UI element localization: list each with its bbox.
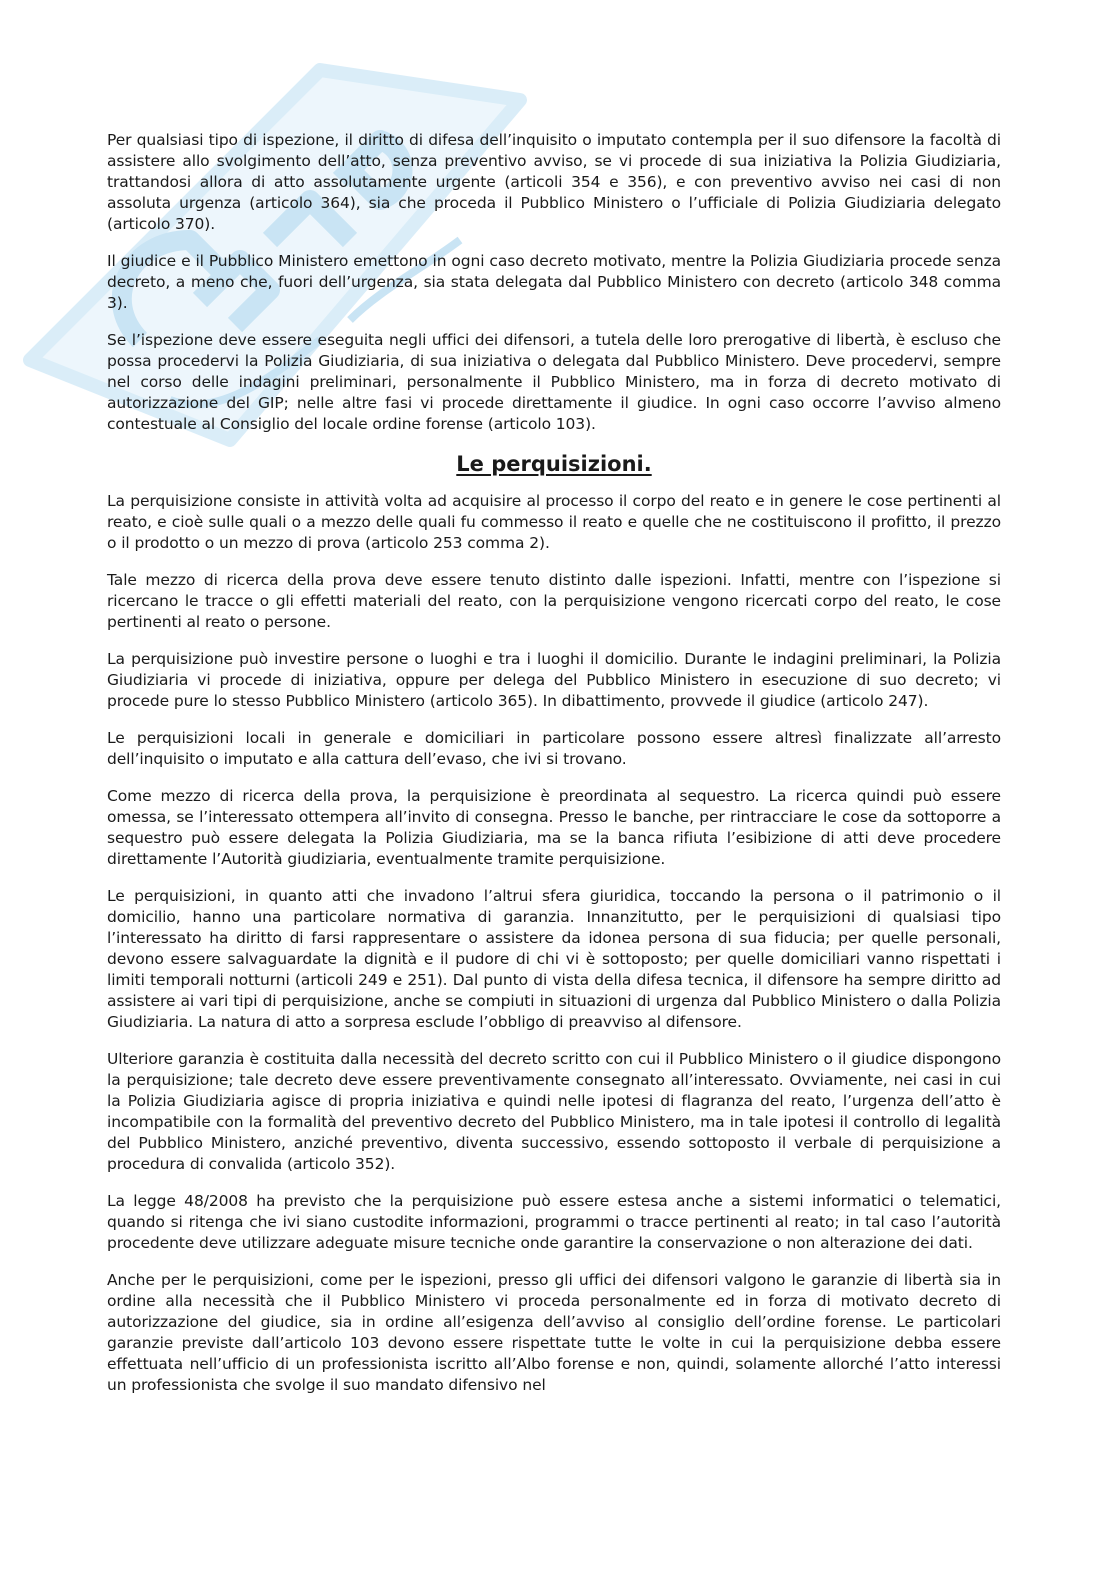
section-title: Le perquisizioni. bbox=[456, 452, 652, 476]
paragraph: Per qualsiasi tipo di ispezione, il diritto di difesa dell’inquisito o imputato contempla per il suo difensore la facoltà di assistere allo svolgimento dell’atto, senza preventivo avviso, se vi procede di sua iniziativa la Polizia Giudiziaria, trattandosi allora di atto assolutamente urgente (articoli 354 e 356), e con preventivo avviso nei casi di non assoluta urgenza (articolo 364), sia che proceda il Pubblico Ministero o l’ufficiale di Polizia Giudiziaria delegato (articolo 370). bbox=[107, 131, 1001, 233]
document-page bbox=[107, 130, 1001, 1412]
paragraph: Anche per le perquisizioni, come per le ispezioni, presso gli uffici dei difensori valgono le garanzie di libertà sia in ordine alla necessità che il Pubblico Ministero vi proceda personalmente ed in forza di motivato decreto di autorizzazione del giudice, sia in ordine all’esigenza dell’avviso al consiglio dell’ordine forense. Le particolari garanzie previste dall’articolo 103 devono essere rispettate tutte le volte in cui la perquisizione debba essere effettuata nell’ufficio di un professionista iscritto all’Albo forense e non, quindi, solamente allorché l’atto interessi un professionista che svolge il suo mandato difensivo nel bbox=[107, 1271, 1001, 1394]
paragraph: Il giudice e il Pubblico Ministero emettono in ogni caso decreto motivato, mentre la Polizia Giudiziaria procede senza decreto, a meno che, fuori dell’urgenza, sia stata delegata dal Pubblico Ministero con decreto (articolo 348 comma 3). bbox=[107, 252, 1001, 312]
paragraph: La perquisizione può investire persone o luoghi e tra i luoghi il domicilio. Durante le indagini preliminari, la Polizia Giudiziaria vi procede di iniziativa, oppure per delega del Pubblico Ministero in esecuzione di suo decreto; vi procede pure lo stesso Pubblico Ministero (articolo 365). In dibattimento, provvede il giudice (articolo 247). bbox=[107, 650, 1001, 710]
paragraph: Tale mezzo di ricerca della prova deve essere tenuto distinto dalle ispezioni. Infatti, mentre con l’ispezione si ricercano le tracce o gli effetti materiali del reato, con la perquisizione vengono ricercati corpo del reato, le cose pertinenti al reato o persone. bbox=[107, 571, 1001, 631]
paragraph: Se l’ispezione deve essere eseguita negli uffici dei difensori, a tutela delle loro prerogative di libertà, è escluso che possa procedervi la Polizia Giudiziaria, di sua iniziativa o delegata dal Pubblico Ministero. Deve procedervi, sempre nel corso delle indagini preliminari, personalmente il Pubblico Ministero, ma in forza di decreto motivato di autorizzazione del GIP; nelle altre fasi vi procede direttamente il giudice. In ogni caso occorre l’avviso almeno contestuale al Consiglio del locale ordine forense (articolo 103). bbox=[107, 331, 1001, 433]
paragraph: La legge 48/2008 ha previsto che la perquisizione può essere estesa anche a sistemi informatici o telematici, quando si ritenga che ivi siano custodite informazioni, programmi o tracce pertinenti al reato; in tal caso l’autorità procedente deve utilizzare adeguate misure tecniche onde garantire la conservazione o non alterazione dei dati. bbox=[107, 1192, 1001, 1252]
paragraph: La perquisizione consiste in attività volta ad acquisire al processo il corpo del reato e in genere le cose pertinenti al reato, e cioè sulle quali o a mezzo delle quali fu commesso il reato e quelle che ne costituiscono il profitto, il prezzo o il prodotto o un mezzo di prova (articolo 253 comma 2). bbox=[107, 492, 1001, 552]
paragraph: Le perquisizioni locali in generale e domiciliari in particolare possono essere altresì finalizzate all’arresto dell’inquisito o imputato e alla cattura dell’evaso, che ivi si trovano. bbox=[107, 729, 1001, 768]
paragraph: Ulteriore garanzia è costituita dalla necessità del decreto scritto con cui il Pubblico Ministero o il giudice dispongono la perquisizione; tale decreto deve essere preventivamente consegnato all’interessato. Ovviamente, nei casi in cui la Polizia Giudiziaria agisce di propria iniziativa e quindi nelle ipotesi di flagranza del reato, l’urgenza dell’atto è incompatibile con la formalità del preventivo decreto del Pubblico Ministero, ma in tale ipotesi il controllo di legalità del Pubblico Ministero, anziché preventivo, diventa successivo, essendo sottoposto il verbale di perquisizione a procedura di convalida (articolo 352). bbox=[107, 1050, 1001, 1173]
paragraph: Le perquisizioni, in quanto atti che invadono l’altrui sfera giuridica, toccando la persona o il patrimonio o il domicilio, hanno una particolare normativa di garanzia. Innanzitutto, per le perquisizioni di qualsiasi tipo l’interessato ha diritto di farsi rappresentare o assistere da idonea persona di sua fiducia; per quelle personali, devono essere salvaguardate la dignità e il pudore di chi vi è sottoposto; per quelle domiciliari vanno rispettati i limiti temporali notturni (articoli 249 e 251). Dal punto di vista della difesa tecnica, il difensore ha sempre diritto ad assistere ai vari tipi di perquisizione, anche se compiuti in situazioni di urgenza dal Pubblico Ministero o dalla Polizia Giudiziaria. La natura di atto a sorpresa esclude l’obbligo di preavviso al difensore. bbox=[107, 887, 1001, 1031]
paragraph: Come mezzo di ricerca della prova, la perquisizione è preordinata al sequestro. La ricerca quindi può essere omessa, se l’interessato ottempera all’invito di consegna. Presso le banche, per rintracciare le cose da sottoporre a sequestro può essere delegata la Polizia Giudiziaria, ma se la banca rifiuta l’esibizione di atti deve procedere direttamente l’Autorità giudiziaria, eventualmente tramite perquisizione. bbox=[107, 787, 1001, 868]
